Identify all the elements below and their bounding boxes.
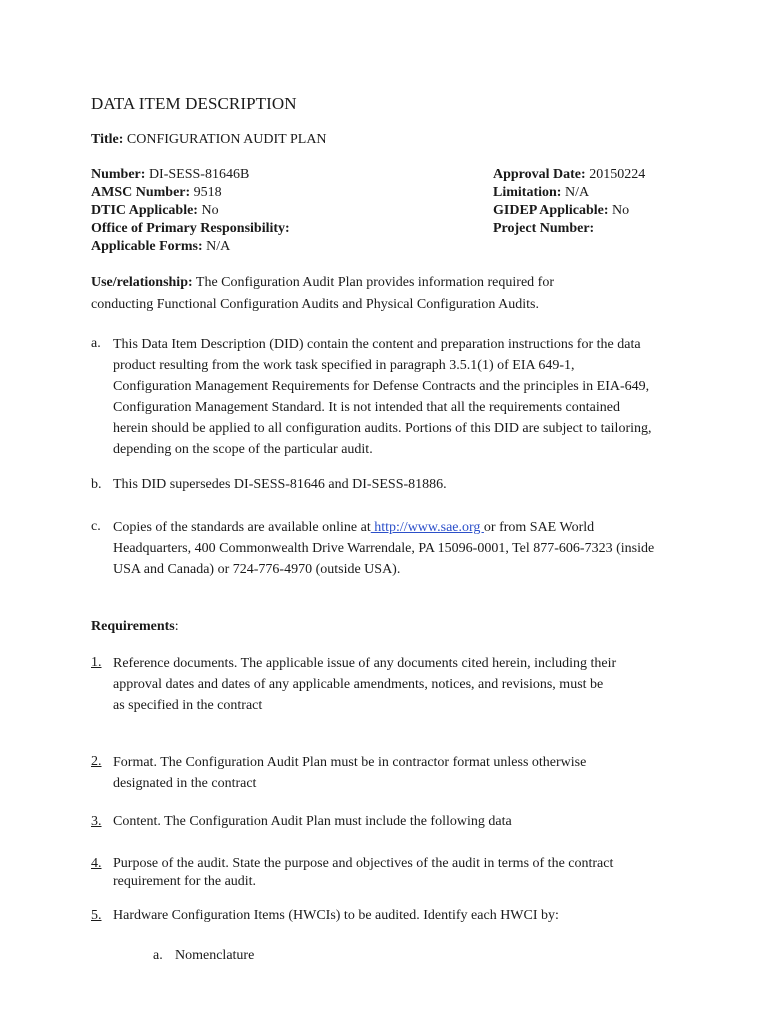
- text-line: as specified in the contract: [113, 698, 263, 713]
- use-relationship-text: The Configuration Audit Plan provides information required for: [195, 275, 554, 290]
- field-value: DI-SESS-81646B: [148, 167, 250, 182]
- title-line: [91, 132, 327, 148]
- text-line: requirement for the audit.: [113, 874, 257, 889]
- field-value: No: [612, 203, 630, 218]
- text-line: approval dates and dates of any applicable amendments, notices, and revisions, must be: [113, 677, 604, 692]
- text-line: USA and Canada) or 724-776-4970 (outside USA).: [113, 562, 401, 577]
- title-label: Title:: [91, 132, 124, 147]
- req-number: 4.: [91, 856, 102, 871]
- field-number: [91, 167, 249, 183]
- requirement-1: [113, 653, 616, 716]
- text-fragment: Copies of the standards are available online at: [113, 520, 371, 535]
- field-gidep-applicable: [493, 203, 629, 219]
- field-office-of-primary-responsibility: [91, 221, 290, 237]
- req-number: 1.: [91, 655, 102, 670]
- field-approval-date: [493, 167, 645, 183]
- field-value: 20150224: [589, 167, 646, 182]
- field-label: Number:: [91, 167, 146, 182]
- field-label: Applicable Forms:: [91, 239, 203, 254]
- requirements-label: Requirements: [91, 619, 175, 634]
- title-value: CONFIGURATION AUDIT PLAN: [126, 132, 327, 147]
- field-value: 9518: [193, 185, 222, 200]
- requirements-colon: :: [174, 619, 179, 634]
- document-heading: DATA ITEM DESCRIPTION: [91, 94, 297, 113]
- requirement-5: Hardware Configuration Items (HWCIs) to be audited. Identify each HWCI by:: [113, 908, 559, 923]
- list-item-c: [113, 517, 654, 580]
- text-line: depending on the scope of the particular audit.: [113, 442, 373, 457]
- text-fragment: or from SAE World: [483, 520, 595, 535]
- field-label: Limitation:: [493, 185, 562, 200]
- text-line: Configuration Management Standard. It is not intended that all the requirements contained: [113, 400, 620, 415]
- text-line: Headquarters, 400 Commonwealth Drive Warrendale, PA 15096-0001, Tel 877-606-7323 (inside: [113, 541, 655, 556]
- field-applicable-forms: [91, 239, 230, 255]
- field-label: Approval Date:: [493, 167, 586, 182]
- use-relationship-label: Use/relationship:: [91, 275, 193, 290]
- list-marker: c.: [91, 519, 101, 534]
- field-label: GIDEP Applicable:: [493, 203, 609, 218]
- requirement-2: [113, 752, 586, 794]
- field-label: Project Number:: [493, 221, 595, 236]
- list-marker: b.: [91, 477, 102, 492]
- list-item-b: This DID supersedes DI-SESS-81646 and DI-SESS-81886.: [113, 477, 447, 492]
- field-limitation: [493, 185, 589, 201]
- list-item-a: [113, 334, 652, 460]
- use-relationship-line1: [91, 275, 554, 291]
- field-value: N/A: [206, 239, 231, 254]
- requirement-3: Content. The Configuration Audit Plan must include the following data: [113, 814, 512, 829]
- field-label: DTIC Applicable:: [91, 203, 198, 218]
- text-line: Reference documents. The applicable issue of any documents cited herein, including their: [113, 656, 617, 671]
- list-marker: a.: [91, 336, 101, 351]
- text-line: Configuration Management Requirements for Defense Contracts and the principles in EIA-649,: [113, 379, 650, 394]
- list-marker: a.: [153, 948, 163, 963]
- field-dtic-applicable: [91, 203, 219, 219]
- req-number: 3.: [91, 814, 102, 829]
- field-amsc-number: [91, 185, 222, 201]
- requirements-heading: [91, 619, 179, 635]
- use-relationship-line2: conducting Functional Configuration Audits and Physical Configuration Audits.: [91, 297, 539, 312]
- text-line: product resulting from the work task specified in paragraph 3.5.1(1) of EIA 649-1,: [113, 358, 575, 373]
- text-line: designated in the contract: [113, 776, 257, 791]
- req-number: 5.: [91, 908, 102, 923]
- field-label: AMSC Number:: [91, 185, 191, 200]
- field-value: No: [201, 203, 219, 218]
- req-number: 2.: [91, 754, 102, 769]
- field-project-number: [493, 221, 594, 237]
- text-line: herein should be applied to all configuration audits. Portions of this DID are subject to tailoring,: [113, 421, 652, 436]
- text-line: Purpose of the audit. State the purpose and objectives of the audit in terms of the contract: [113, 856, 614, 871]
- text-line: [113, 517, 654, 538]
- field-label: Office of Primary Responsibility:: [91, 221, 290, 236]
- text-line: Format. The Configuration Audit Plan must be in contractor format unless otherwise: [113, 755, 587, 770]
- sub-item-nomenclature: Nomenclature: [175, 948, 255, 963]
- text-line: This Data Item Description (DID) contain the content and preparation instructions for the data: [113, 337, 641, 352]
- sae-link[interactable]: http://www.sae.org: [370, 520, 484, 535]
- requirement-4: [113, 855, 613, 891]
- field-value: N/A: [564, 185, 590, 200]
